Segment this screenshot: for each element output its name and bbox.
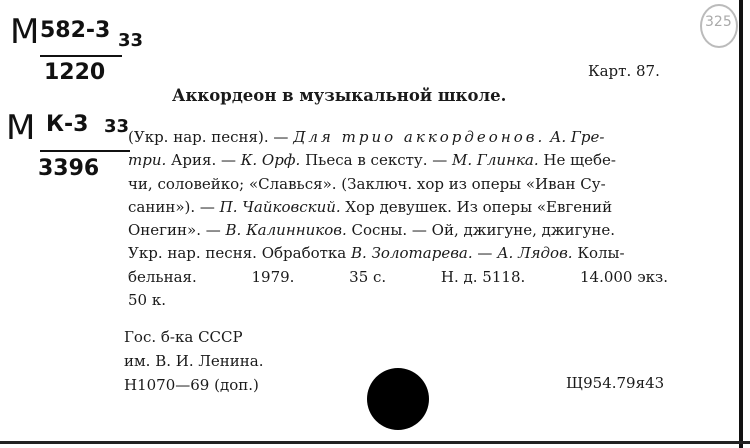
handwritten-shelfmark-2: К-3 bbox=[46, 112, 89, 137]
description-line-3: чи, соловейко; «Славься». (Заключ. хор из оперы «Иван Су- bbox=[128, 174, 606, 193]
handwritten-suffix-2: 33 bbox=[104, 116, 130, 137]
holder-line-1: Гос. б-ка СССР bbox=[124, 328, 243, 346]
stamp-number: 325 bbox=[705, 14, 732, 30]
handwritten-letter-1: М bbox=[10, 12, 40, 52]
handwritten-letter-2: М bbox=[6, 108, 36, 148]
classification-code: Щ954.79я43 bbox=[566, 374, 665, 392]
description-line-6: Укр. нар. песня. Обработка В. Золотарева. — А. Лядов. Колы- bbox=[128, 244, 625, 263]
holder-line-3: Н1070—69 (доп.) bbox=[124, 376, 259, 394]
card-right-edge bbox=[739, 0, 743, 448]
description-line-4: санин»). — П. Чайковский. Хор девушек. Из оперы «Евгений bbox=[128, 197, 613, 216]
price-line: 50 к. bbox=[128, 291, 166, 310]
card-description bbox=[128, 126, 668, 312]
card-punch-hole bbox=[367, 368, 429, 430]
handwritten-number-1: 1220 bbox=[44, 60, 106, 85]
holding-library bbox=[124, 325, 263, 397]
card-bottom-edge bbox=[0, 441, 750, 444]
card-number: Карт. 87. bbox=[588, 62, 660, 80]
handwritten-number-2: 3396 bbox=[38, 156, 100, 181]
description-line-2: три. Ария. — К. Орф. Пьеса в сексту. — М. Глинка. Не щебе- bbox=[128, 151, 616, 170]
handwritten-divider-1 bbox=[40, 55, 122, 57]
handwritten-suffix-1: 33 bbox=[118, 30, 144, 51]
card-title: Аккордеон в музыкальной школе. bbox=[172, 86, 507, 105]
description-line-5: Онегин». — В. Калинников. Сосны. — Ой, джигуне, джигуне. bbox=[128, 221, 615, 240]
imprint-line: бельная. 1979. 35 с. Н. д. 5118. 14.000 экз. bbox=[128, 267, 668, 286]
description-line-1: (Укр. нар. песня). — Для трио аккордеонов. А. Гре- bbox=[128, 128, 605, 146]
handwritten-divider-2 bbox=[40, 150, 130, 152]
holder-line-2: им. В. И. Ленина. bbox=[124, 352, 264, 370]
handwritten-shelfmark-1: 582-3 bbox=[40, 18, 111, 43]
